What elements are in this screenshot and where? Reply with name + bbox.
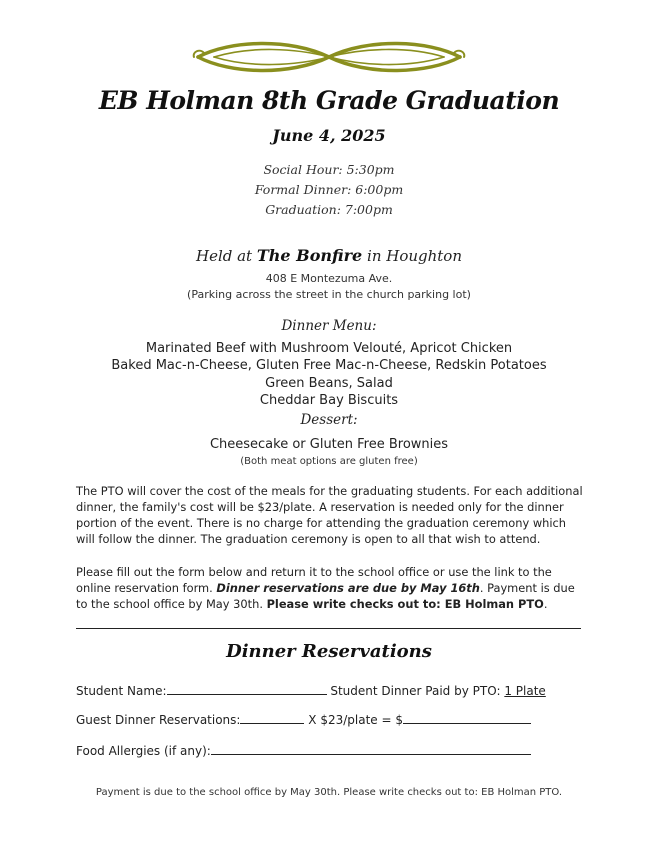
student-row <box>76 682 546 698</box>
guest-reservations-label: Guest Dinner Reservations: <box>76 713 241 727</box>
venue-line <box>0 246 658 265</box>
price-text: X $23/plate = $ <box>308 713 403 727</box>
allergies-field[interactable] <box>211 742 531 755</box>
instructions-intro: Please fill out the form below and return it to the school office or use the link to the online reservation form. <box>76 565 552 595</box>
allergies-label: Food Allergies (if any): <box>76 744 211 758</box>
dessert-item: Cheesecake or Gluten Free Brownies <box>209 437 449 452</box>
student-name-label: Student Name: <box>76 684 167 698</box>
menu-item: Marinated Beef with Mushroom Velouté, Apricot Chicken <box>145 341 513 356</box>
payment-due-text: . Payment is due to the school office by May 30th. <box>76 581 575 611</box>
gluten-free-note: (Both meat options are gluten free) <box>240 456 418 467</box>
venue-location: in Houghton <box>367 247 462 265</box>
menu-item: Cheddar Bay Biscuits <box>259 393 399 408</box>
divider-line <box>76 628 581 629</box>
held-at-text: Held at <box>195 247 253 265</box>
reservation-deadline: Dinner reservations are due by May 16th <box>216 581 480 595</box>
instructions-end: . <box>543 597 548 611</box>
schedule-graduation: Graduation: 7:00pm <box>265 202 393 217</box>
instructions-paragraph <box>76 564 586 612</box>
guest-count-field[interactable] <box>240 711 304 724</box>
guest-total-field[interactable] <box>403 711 531 724</box>
reservations-heading: Dinner Reservations <box>226 641 432 662</box>
guest-row <box>76 711 531 727</box>
schedule-formal-dinner: Formal Dinner: 6:00pm <box>254 182 404 197</box>
student-name-field[interactable] <box>167 682 327 695</box>
venue-name: The Bonfire <box>256 246 363 265</box>
schedule-social-hour: Social Hour: 5:30pm <box>263 162 395 177</box>
menu-item: Green Beans, Salad <box>265 376 393 391</box>
venue-address: 408 E Montezuma Ave. <box>265 272 393 285</box>
pto-info-paragraph: The PTO will cover the cost of the meals for the graduating students. For each additional dinner, the family's cost will be $23/plate. A reservation is needed only for the dinner portion of the event. There is no charge for attending the graduation ceremony which will follow the dinner. The graduation ceremony is open to all that wish to attend. <box>76 484 583 546</box>
checks-payable-text: Please write checks out to: EB Holman PTO <box>266 597 544 611</box>
menu-heading: Dinner Menu: <box>281 318 377 334</box>
footer-payment-note: Payment is due to the school office by May 30th. Please write checks out to: EB Holman PTO. <box>95 787 563 798</box>
event-date: June 4, 2025 <box>272 126 386 145</box>
dessert-heading: Dessert: <box>300 412 358 428</box>
event-title: EB Holman 8th Grade Graduation <box>98 86 560 115</box>
menu-item: Baked Mac-n-Cheese, Gluten Free Mac-n-Cheese, Redskin Potatoes <box>111 358 547 373</box>
decorative-flourish-ornament <box>190 36 468 78</box>
parking-note: (Parking across the street in the church parking lot) <box>187 288 471 301</box>
student-paid-label: Student Dinner Paid by PTO: <box>330 684 501 698</box>
allergies-row <box>76 742 531 758</box>
student-paid-value: 1 Plate <box>504 684 546 698</box>
